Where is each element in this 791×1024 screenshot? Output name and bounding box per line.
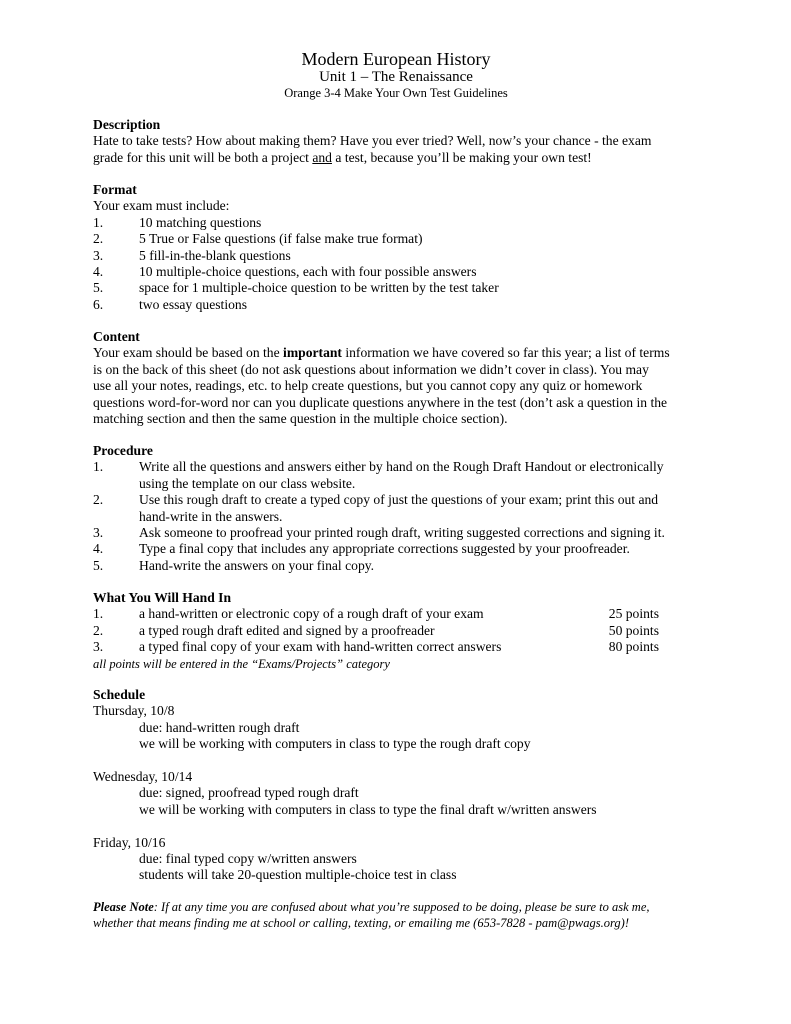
- item-text: space for 1 multiple-choice question to be written by the test taker: [139, 280, 499, 296]
- content-line-2: is on the back of this sheet (do not ask questions about information we didn’t cover in class). You may: [93, 361, 649, 377]
- schedule-due: due: final typed copy w/written answers: [139, 851, 357, 867]
- item-number: 2.: [93, 492, 104, 508]
- item-points: 80 points: [608, 639, 659, 655]
- list-item: [93, 639, 659, 655]
- format-intro: Your exam must include:: [93, 198, 230, 214]
- procedure-heading: Procedure: [93, 443, 153, 458]
- content-bold-word: important: [283, 345, 342, 361]
- schedule-due: due: signed, proofread typed rough draft: [139, 785, 359, 801]
- description-heading: Description: [93, 117, 161, 132]
- item-text: Hand-write the answers on your final copy.: [139, 557, 375, 573]
- content-line-1-post: information we have covered so far this year; a list of terms: [341, 345, 670, 361]
- description-underlined-word: and: [312, 149, 332, 165]
- list-item: [93, 231, 713, 247]
- list-item: [93, 297, 713, 313]
- item-text: 10 multiple-choice questions, each with four possible answers: [139, 264, 477, 280]
- schedule-activity: we will be working with computers in class to type the final draft w/written answers: [139, 801, 597, 817]
- item-text: [139, 459, 713, 492]
- schedule-day: Friday, 10/16: [93, 834, 166, 850]
- content-section: [93, 329, 713, 427]
- item-number: 1.: [93, 606, 104, 622]
- schedule-activity: students will take 20-question multiple-choice test in class: [139, 867, 457, 883]
- schedule-due: due: hand-written rough draft: [139, 719, 300, 735]
- item-text: 5 True or False questions (if false make true format): [139, 231, 423, 247]
- item-number: 3.: [93, 525, 104, 541]
- item-number: 4.: [93, 541, 104, 557]
- item-number: 1.: [93, 459, 104, 475]
- item-number: 5.: [93, 557, 104, 573]
- schedule-day: Wednesday, 10/14: [93, 769, 193, 785]
- content-line-4: questions word-for-word nor can you duplicate questions anywhere in the test (don’t ask a question in the: [93, 394, 668, 410]
- class-line: Orange 3-4 Make Your Own Test Guidelines: [284, 86, 508, 100]
- please-note-text-1: : If at any time you are confused about what you’re supposed to be doing, please be sure to ask me,: [153, 900, 650, 914]
- description-line-2-pre: grade for this unit will be both a project: [93, 149, 313, 165]
- please-note-label: Please Note: [93, 900, 154, 914]
- item-text: 10 matching questions: [139, 214, 262, 230]
- format-heading: Format: [93, 182, 137, 197]
- list-item: [93, 248, 713, 264]
- description-section: [93, 117, 713, 166]
- handin-heading: What You Will Hand In: [93, 590, 232, 605]
- description-line-1: Hate to take tests? How about making them? Have you ever tried? Well, now’s your chance - the exam: [93, 133, 652, 149]
- item-text-line-2: using the template on our class website.: [139, 475, 356, 491]
- item-text: 5 fill-in-the-blank questions: [139, 247, 291, 263]
- schedule-activity: we will be working with computers in class to type the rough draft copy: [139, 736, 531, 752]
- item-text-line-1: Use this rough draft to create a typed copy of just the questions of your exam; print this out and: [139, 492, 659, 508]
- item-text: Type a final copy that includes any appropriate corrections suggested by your proofreader.: [139, 541, 630, 557]
- content-line-1: [93, 345, 713, 361]
- item-number: 2.: [93, 231, 104, 247]
- format-section: [93, 182, 713, 313]
- item-text: [139, 492, 713, 525]
- item-number: 3.: [93, 247, 104, 263]
- procedure-section: [93, 443, 713, 574]
- content-line-3: use all your notes, readings, etc. to help create questions, but you cannot copy any quiz or homework: [93, 378, 643, 394]
- item-text: a typed final copy of your exam with hand-written correct answers: [139, 639, 502, 655]
- item-number: 5.: [93, 280, 104, 296]
- list-item: [93, 623, 659, 639]
- please-note-line-2: whether that means finding me at school or calling, texting, or emailing me (653-7828 - pam@pwags.org)!: [93, 916, 629, 930]
- item-text: Ask someone to proofread your printed rough draft, writing suggested corrections and signing it.: [139, 525, 665, 541]
- page-subtitle: Unit 1 – The Renaissance: [319, 69, 473, 85]
- item-number: 4.: [93, 264, 104, 280]
- item-points: 25 points: [608, 606, 659, 622]
- item-text-line-1: Write all the questions and answers either by hand on the Rough Draft Handout or electronically: [139, 459, 664, 475]
- item-text-line-2: hand-write in the answers.: [139, 508, 283, 524]
- item-text: a typed rough draft edited and signed by a proofreader: [139, 622, 435, 638]
- schedule-day: Thursday, 10/8: [93, 703, 175, 719]
- list-item: [93, 492, 713, 525]
- description-line-2: [93, 150, 713, 166]
- list-item: [93, 525, 713, 541]
- handin-section: [93, 590, 659, 672]
- content-line-5: matching section and then the same question in the multiple choice section).: [93, 411, 508, 427]
- page-title: Modern European History: [301, 49, 491, 69]
- item-text: a hand-written or electronic copy of a rough draft of your exam: [139, 606, 484, 622]
- item-number: 2.: [93, 622, 104, 638]
- please-note-line-1: [93, 899, 713, 915]
- schedule-heading: Schedule: [93, 687, 146, 702]
- item-number: 6.: [93, 296, 104, 312]
- item-number: 3.: [93, 639, 104, 655]
- content-heading: Content: [93, 329, 140, 344]
- item-number: 1.: [93, 214, 104, 230]
- item-points: 50 points: [608, 622, 659, 638]
- list-item: [93, 280, 713, 296]
- description-line-2-post: a test, because you’ll be making your own test!: [331, 149, 592, 165]
- schedule-section: [93, 687, 713, 884]
- points-note: all points will be entered in the “Exams/Projects” category: [93, 656, 390, 671]
- list-item: [93, 459, 713, 492]
- please-note: [93, 899, 713, 931]
- list-item: [93, 558, 713, 574]
- list-item: [93, 541, 713, 557]
- list-item: [93, 606, 659, 622]
- content-line-1-pre: Your exam should be based on the: [93, 345, 284, 361]
- list-item: [93, 215, 713, 231]
- list-item: [93, 264, 713, 280]
- item-text: two essay questions: [139, 296, 247, 312]
